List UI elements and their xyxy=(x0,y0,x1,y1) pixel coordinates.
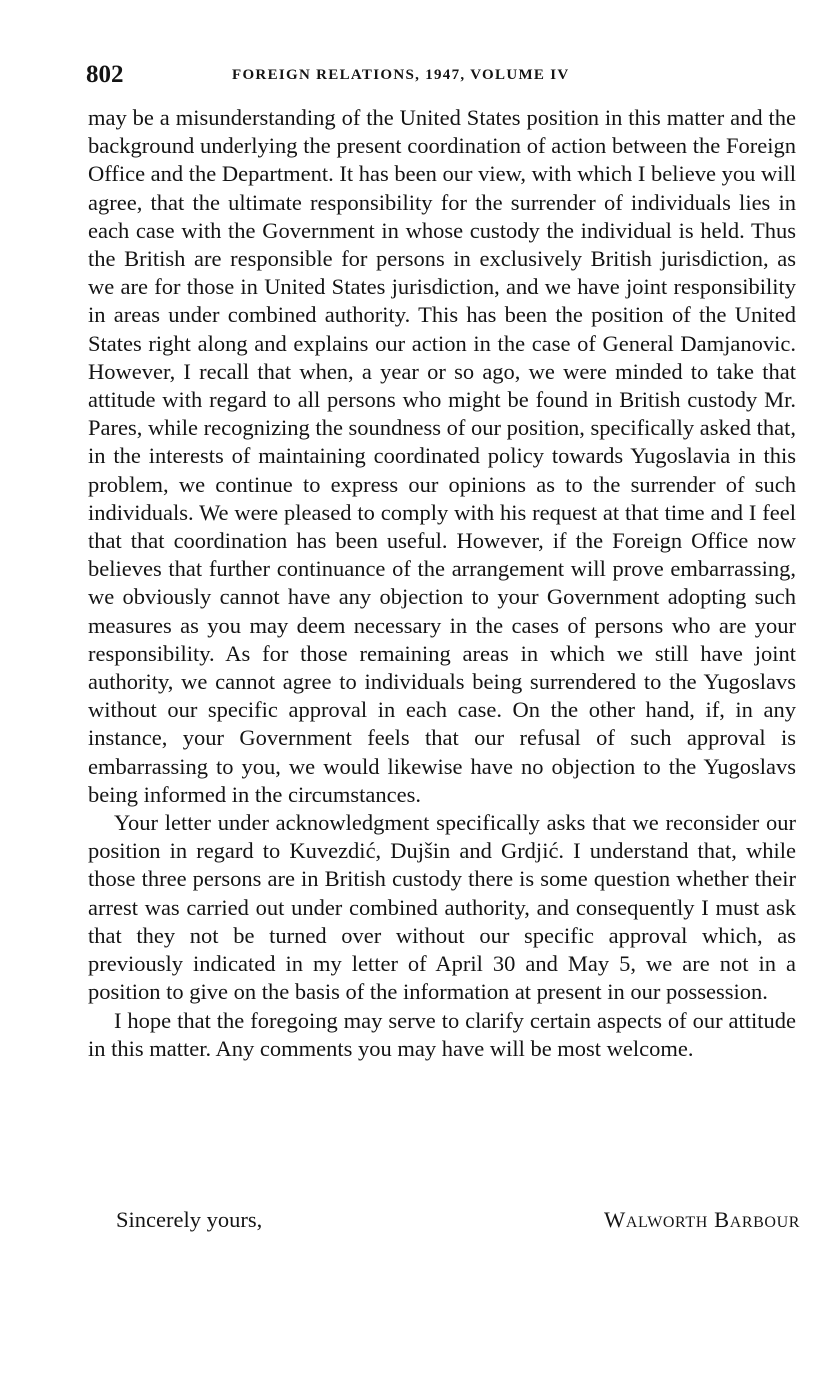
letter-body xyxy=(88,104,796,1063)
running-title: FOREIGN RELATIONS, 1947, VOLUME IV xyxy=(232,67,570,83)
complimentary-close: Sincerely yours, xyxy=(116,1207,263,1232)
letter-closing xyxy=(88,1205,800,1239)
signature: Walworth Barbour xyxy=(604,1207,800,1232)
page-number: 802 xyxy=(86,61,124,88)
running-head xyxy=(86,60,794,94)
paragraph-reconsider-request: Your letter under acknowledgment specifically asks that we reconsider our position in regard to Kuvezdić, Dujšin and Grdjić. I understand that, while those three persons are in British custody there is some question whether their arrest was carried out under combined authority, and consequently I must ask that they not be turned over without our specific approval which, as previously indicated in my letter of April 30 and May 5, we are not in a position to give on the basis of the information at present in our possession. xyxy=(88,810,796,1005)
paragraph-closing-remarks: I hope that the foregoing may serve to clarify certain aspects of our attitude in this matter. Any comments you may have will be most welcome. xyxy=(88,1007,796,1061)
paragraph-continuation: may be a misunderstanding of the United States position in this matter and the background underlying the present coordination of action between the Foreign Office and the Department. It has been our view, with which I believe you will agree, that the ultimate responsibility for the surrender of individuals lies in each case with the Government in whose custody the individual is held. Thus the British are responsible for persons in exclusively British jurisdiction, as we are for those in United States jurisdiction, and we have joint responsibility in areas under combined authority. This has been the position of the United States right along and explains our action in the case of General Damjanovic. However, I recall that when, a year or so ago, we were minded to take that attitude with regard to all persons who might be found in British custody Mr. Pares, while recognizing the soundness of our position, specifically asked that, in the interests of maintaining coordinated policy towards Yugoslavia in this problem, we continue to express our opinions as to the surrender of such individuals. We were pleased to comply with his request at that time and I feel that that coordination has been useful. However, if the Foreign Office now believes that further continuance of the arrangement will prove embarrassing, we obviously cannot have any objection to your Government adopting such measures as you may deem necessary in the cases of persons who are your responsibility. As for those remaining areas in which we still have joint authority, we cannot agree to individuals being surrendered to the Yugoslavs without our specific approval in each case. On the other hand, if, in any instance, your Government feels that our refusal of such approval is embarrassing to you, we would likewise have no objection to the Yugoslavs being informed in the circumstances. xyxy=(88,105,796,807)
